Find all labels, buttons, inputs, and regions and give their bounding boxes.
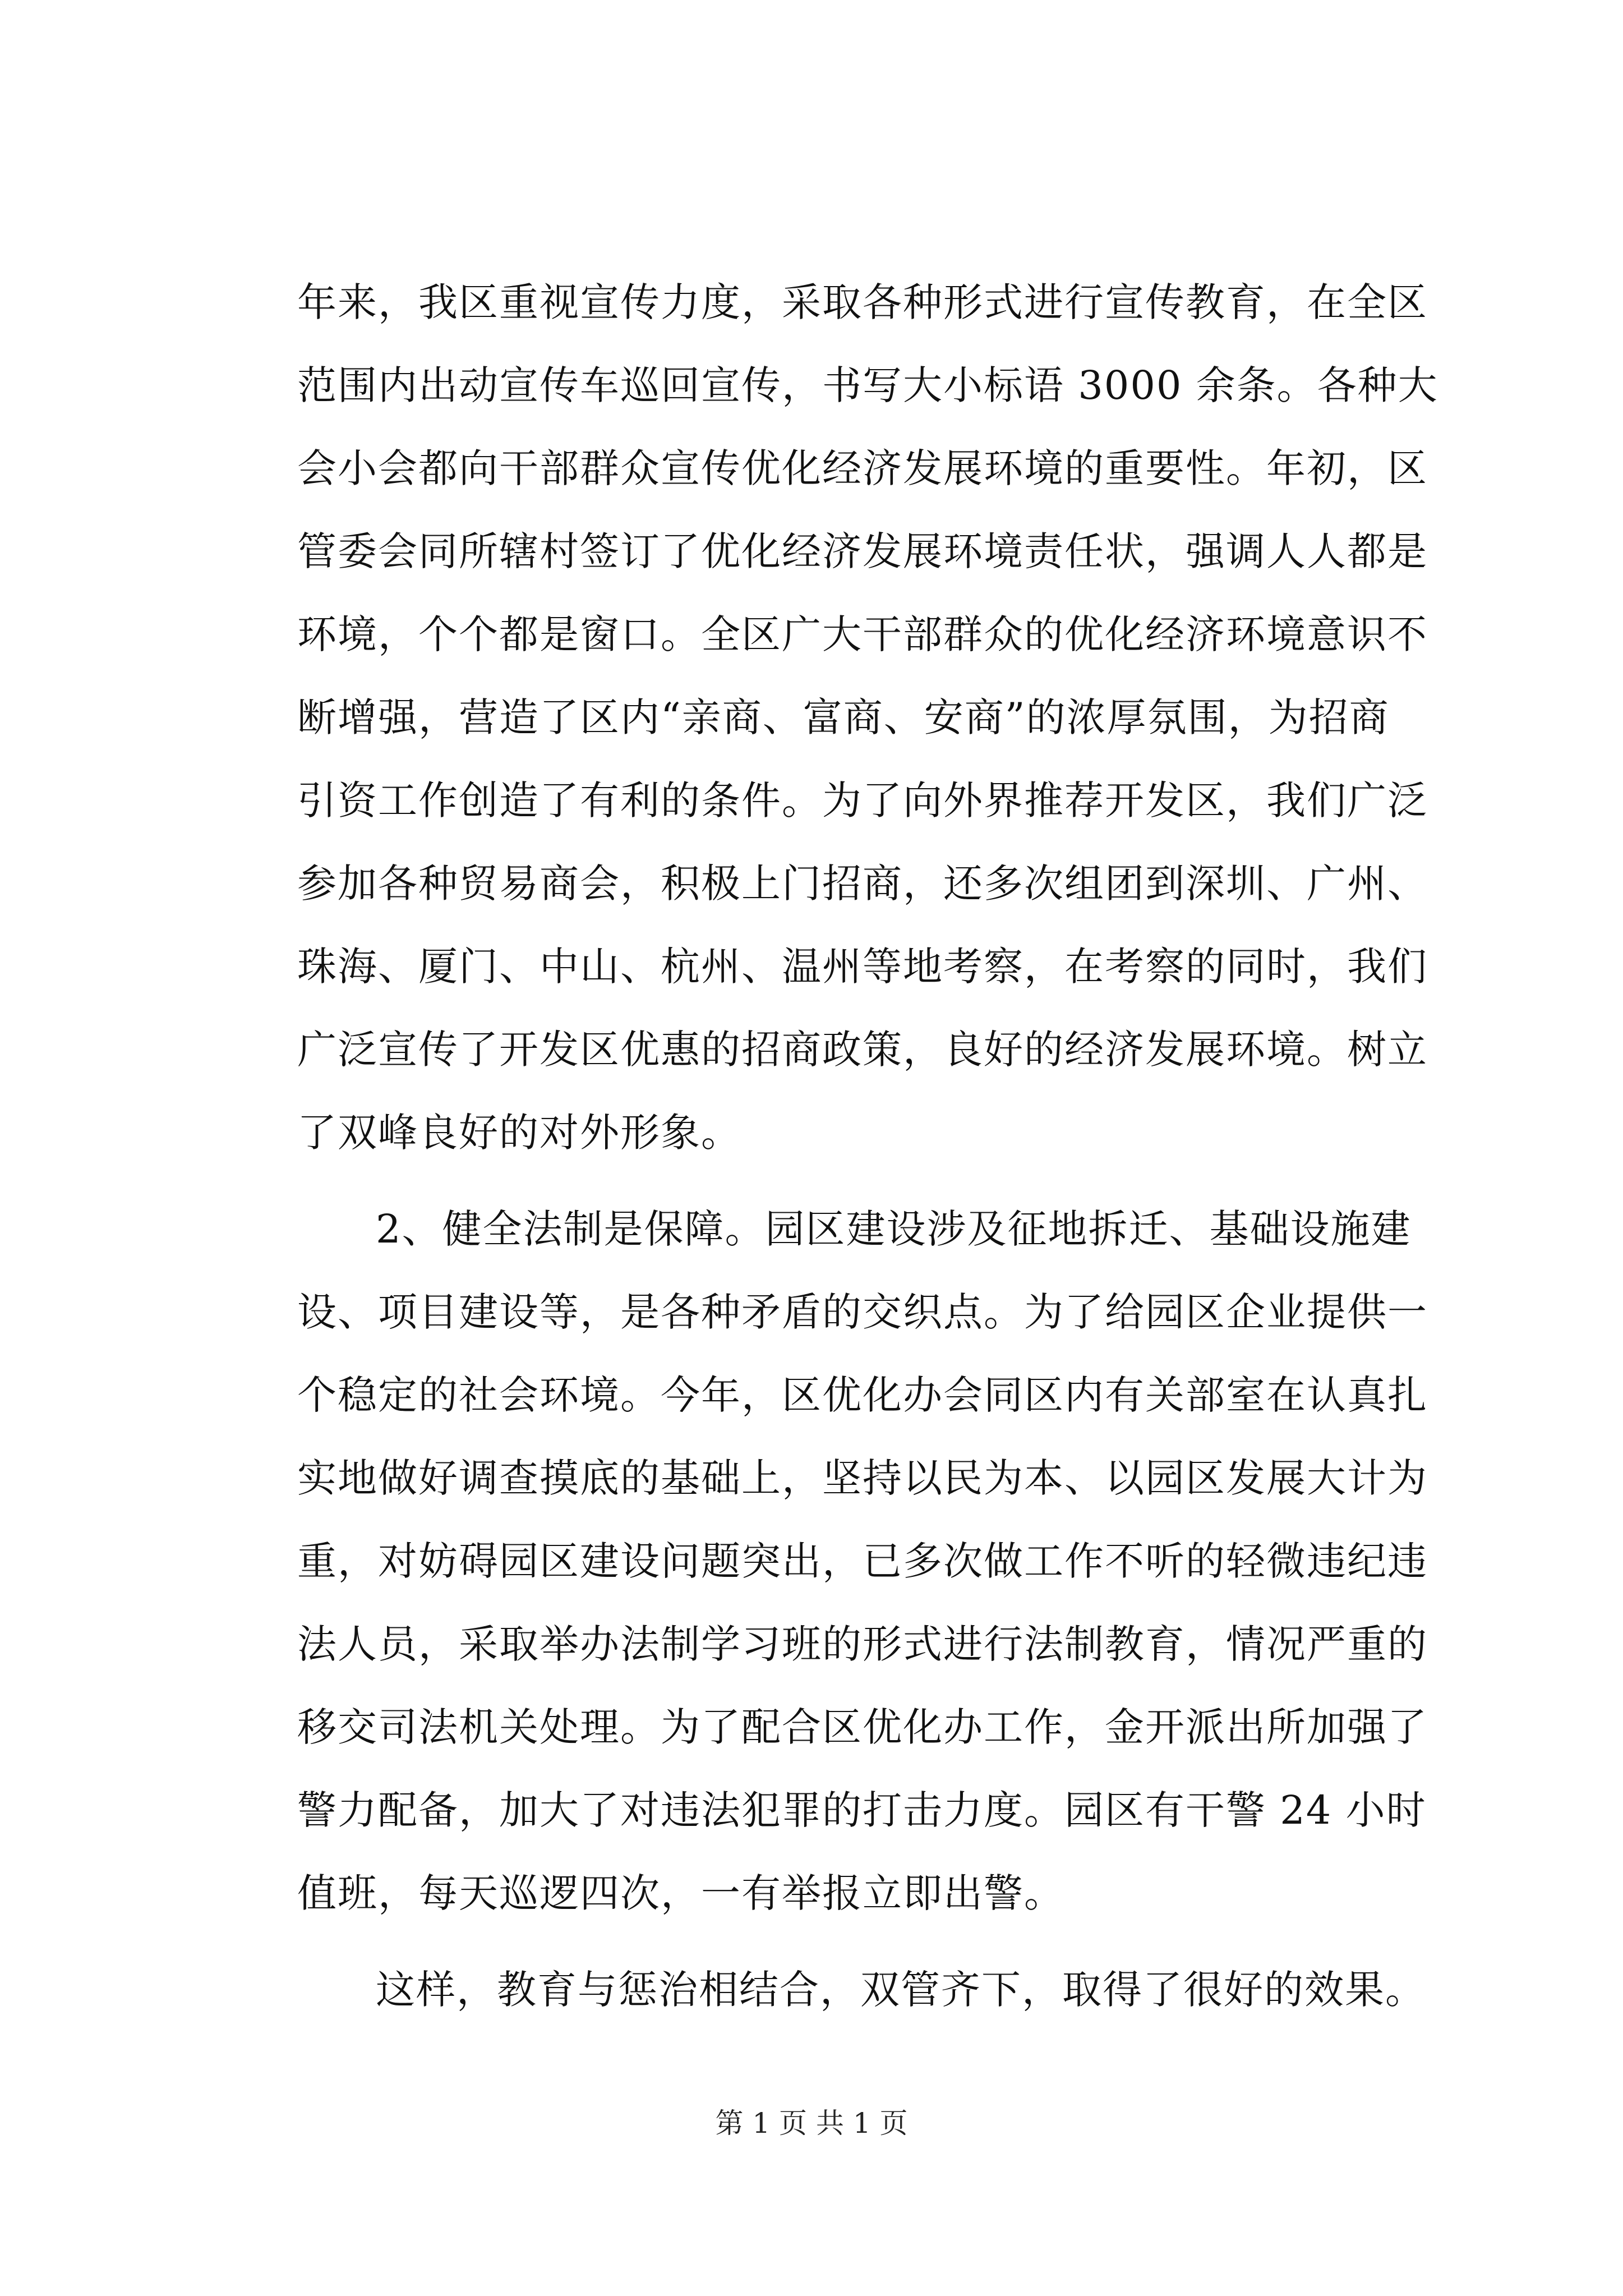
paragraph-line: 实地做好调查摸底的基础上，坚持以民为本、以园区发展大计为 xyxy=(297,1455,1428,1501)
paragraph-line: 参加各种贸易商会，积极上门招商，还多次组团到深圳、广州、 xyxy=(297,861,1428,907)
paragraph-line: 移交司法机关处理。为了配合区优化办工作，金开派出所加强了 xyxy=(297,1704,1428,1750)
paragraph-3 xyxy=(297,1948,1426,2031)
paragraph-line: 珠海、厦门、中山、杭州、温州等地考察，在考察的同时，我们 xyxy=(297,944,1428,990)
paragraph-line: 年来，我区重视宣传力度，采取各种形式进行宣传教育，在全区 xyxy=(297,279,1428,325)
paragraph-line: 了双峰良好的对外形象。 xyxy=(297,1110,741,1156)
paragraph-2 xyxy=(297,1188,1428,1935)
paragraph-line: 广泛宣传了开发区优惠的招商政策，良好的经济发展环境。树立 xyxy=(297,1027,1428,1073)
paragraph-line: 环境，个个都是窗口。全区广大干部群众的优化经济环境意识不 xyxy=(297,611,1428,657)
paragraph-spacer xyxy=(297,1935,1380,1948)
paragraph-line: 这样，教育与惩治相结合，双管齐下，取得了很好的效果。 xyxy=(376,1967,1426,2013)
paragraph-line: 警力配备，加大了对违法犯罪的打击力度。园区有干警 24 小时 xyxy=(297,1787,1427,1833)
paragraph-line: 引资工作创造了有利的条件。为了向外界推荐开发区，我们广泛 xyxy=(297,777,1428,823)
paragraph-line: 2、健全法制是保障。园区建设涉及征地拆迁、基础设施建 xyxy=(376,1206,1412,1252)
document-body xyxy=(297,261,1438,2031)
paragraph-spacer xyxy=(297,1174,1380,1188)
paragraph-line: 管委会同所辖村签订了优化经济发展环境责任状，强调人人都是 xyxy=(297,528,1428,574)
paragraph-line: 法人员，采取举办法制学习班的形式进行法制教育，情况严重的 xyxy=(297,1621,1428,1667)
paragraph-line: 个稳定的社会环境。今年，区优化办会同区内有关部室在认真扎 xyxy=(297,1372,1428,1418)
paragraph-line: 值班，每天巡逻四次，一有举报立即出警。 xyxy=(297,1870,1064,1916)
paragraph-line: 设、项目建设等，是各种矛盾的交织点。为了给园区企业提供一 xyxy=(297,1289,1428,1335)
paragraph-1 xyxy=(297,261,1438,1174)
paragraph-line: 重，对妨碍园区建设问题突出，已多次做工作不听的轻微违纪违 xyxy=(297,1538,1428,1584)
paragraph-line: 断增强，营造了区内“亲商、富商、安商”的浓厚氛围，为招商 xyxy=(297,694,1390,740)
paragraph-line: 会小会都向干部群众宣传优化经济发展环境的重要性。年初，区 xyxy=(297,445,1428,491)
page-number-footer: 第 1 页 共 1 页 xyxy=(715,2107,908,2139)
paragraph-line: 范围内出动宣传车巡回宣传，书写大小标语 3000 余条。各种大 xyxy=(297,362,1438,408)
